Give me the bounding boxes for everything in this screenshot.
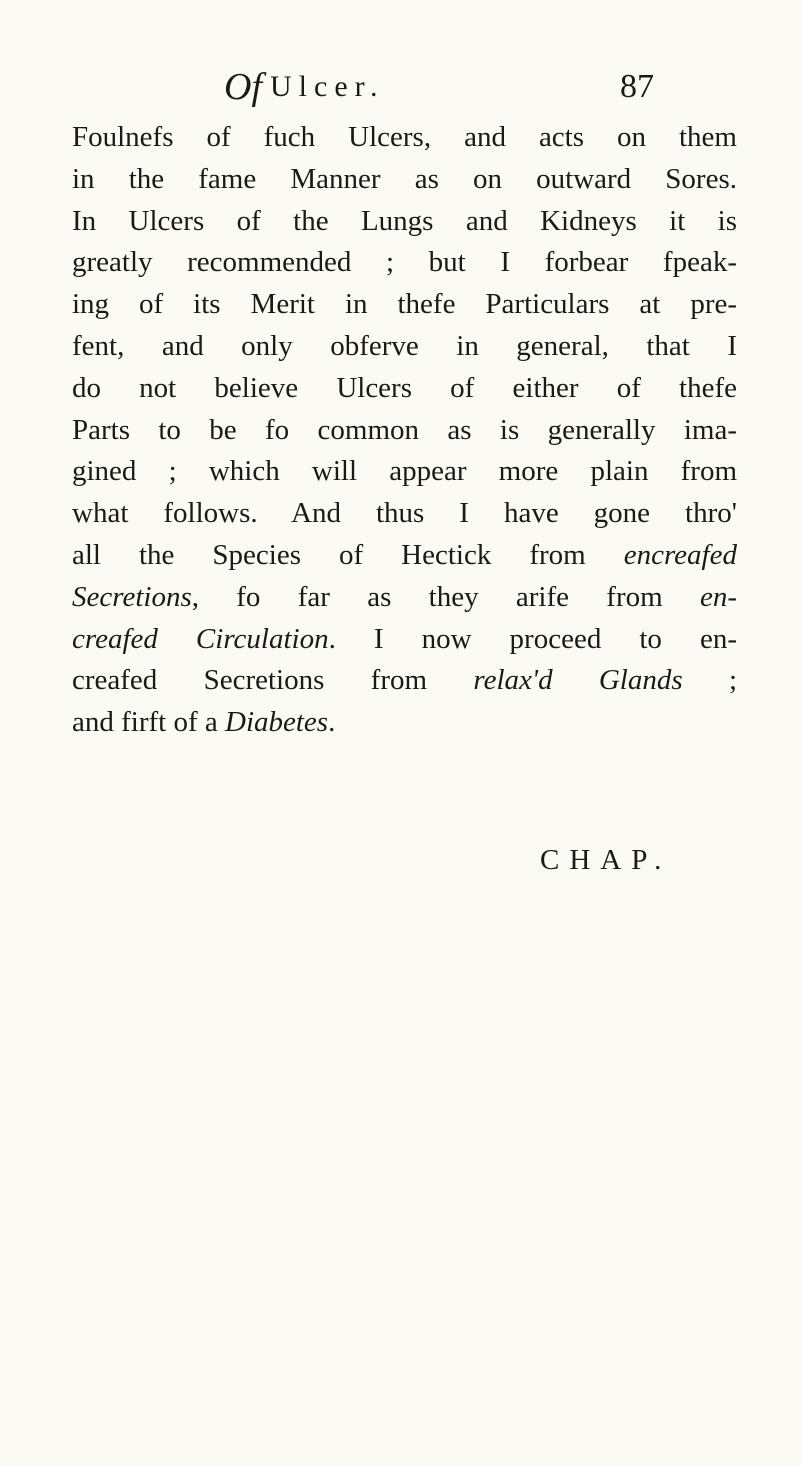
text-line [72,284,737,326]
text-segment: and firft of a [72,706,225,739]
text-line [72,159,737,201]
text-segment: all the Species of Hectick from [72,538,624,571]
text-segment: , fo far as they arife from [191,580,700,613]
italic-text: Secretions [72,580,192,613]
text-line [72,577,737,619]
text-line [72,660,737,702]
text-segment: ; [682,664,738,697]
text-segment: ing of its Merit in thefe Particulars at pre- [72,288,737,321]
page-header [0,62,801,112]
text-line [72,493,737,535]
text-segment: fent, and only obferve in general, that I [72,329,737,362]
text-line [72,702,737,744]
catchword: CHAP. [540,844,672,876]
italic-text: en- [699,580,737,613]
page-number: 87 [620,68,654,105]
text-segment: In Ulcers of the Lungs and Kidneys it is [72,204,737,237]
italic-text: relax'd Glands [473,664,683,697]
italic-text: creafed Circulation [72,622,329,655]
text-line [72,326,737,368]
body-text [72,117,737,744]
text-segment: Foulnefs of fuch Ulcers, and acts on them [72,121,737,153]
text-segment: . I now proceed to en- [328,622,737,655]
text-line [72,368,737,410]
text-segment: do not believe Ulcers of either of thefe [72,371,737,404]
text-line [72,410,737,452]
text-line [72,619,737,661]
text-segment: in the fame Manner as on outward Sores. [72,162,737,195]
text-segment: . [328,706,336,739]
text-line [72,535,737,577]
text-segment: greatly recommended ; but I forbear fpeak- [72,246,737,279]
text-line [72,201,737,243]
running-title-prefix: Of [224,66,262,108]
text-segment: gined ; which will appear more plain from [72,455,737,488]
italic-text: Diabetes [225,706,329,739]
text-line [72,117,737,159]
running-title: Ulcer. [270,70,385,103]
text-segment: Parts to be fo common as is generally ima- [72,413,737,446]
text-line [72,242,737,284]
text-segment: what follows. And thus I have gone thro' [72,497,737,530]
text-line [72,451,737,493]
text-segment: creafed Secretions from [72,664,474,697]
italic-text: encreafed [623,538,737,571]
